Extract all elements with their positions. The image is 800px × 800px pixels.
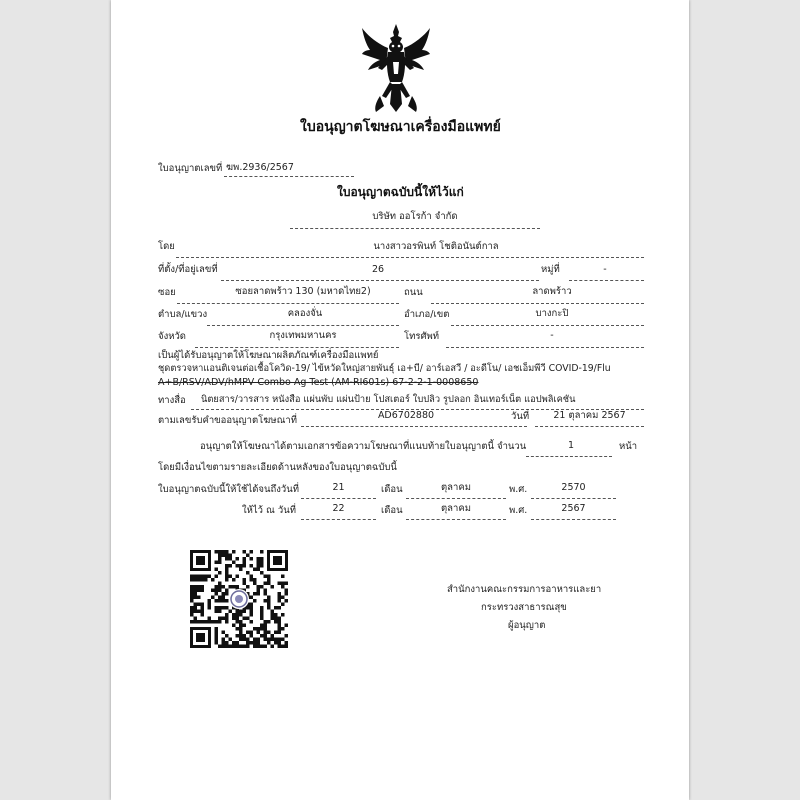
qr-code-icon[interactable] [190, 550, 288, 648]
rule-valid-month [406, 498, 506, 499]
rule-issued-month [406, 519, 506, 520]
rule-company [290, 228, 540, 229]
authority-line-1: สำนักงานคณะกรรมการอาหารและยา [447, 584, 602, 595]
rule-request-number [301, 426, 527, 427]
document-title: ใบอนุญาตโฆษณาเครื่องมือแพทย์ [300, 119, 501, 135]
permit-number-label: ใบอนุญาตเลขที่ [158, 163, 223, 174]
issued-month-label: เดือน [381, 505, 403, 516]
issued-year-label: พ.ศ. [509, 505, 528, 516]
province-label: จังหวัด [158, 331, 186, 342]
rule-by [176, 257, 644, 258]
issued-label: ให้ไว้ ณ วันที่ [242, 505, 296, 516]
issued-day: 22 [332, 503, 345, 514]
rule-issued-year [531, 519, 616, 520]
district-value: บางกะปิ [535, 308, 569, 319]
rule-province [195, 347, 399, 348]
request-date: 21 ตุลาคม 2567 [553, 410, 626, 421]
soi-value: ซอยลาดพร้าว 130 (มหาดไทย2) [235, 286, 371, 297]
moo-value: - [603, 264, 607, 275]
subdistrict-label: ตำบล/แขวง [158, 309, 208, 320]
by-name: นางสาวอรพินท์ โชติอนันต์กาล [373, 241, 499, 252]
permit-number: ฆพ.2936/2567 [226, 162, 294, 173]
subdistrict-value: คลองจั่น [287, 308, 323, 319]
phone-label: โทรศัพท์ [404, 331, 440, 342]
rule-district [451, 325, 644, 326]
product-line-1: ชุดตรวจหาแอนติเจนต่อเชื้อโควิด-19/ ไข้หวัดใหญ่สายพันธุ์ เอ+บี/ อาร์เอสวี / อะดีโน/ เอชเอ็มพีวี COVID-19/Flu [158, 363, 611, 374]
rule-phone [446, 347, 644, 348]
address-label: ที่ตั้ง/ที่อยู่เลขที่ [158, 264, 218, 275]
authority-line-2: กระทรวงสาธารณสุข [481, 602, 567, 613]
valid-year-label: พ.ศ. [509, 484, 528, 495]
valid-month-label: เดือน [381, 484, 403, 495]
rule-attach-count [526, 456, 612, 457]
product-line-2: A+B/RSV/ADV/hMPV Combo Ag Test (AM-RI601s) 67-2-2-1-0008650 [158, 377, 479, 388]
rule-soi [177, 303, 399, 304]
rule-address [221, 280, 539, 281]
rule-request-date [535, 426, 644, 427]
document-page [111, 0, 689, 800]
road-label: ถนน [404, 287, 423, 298]
phone-value: - [550, 330, 554, 341]
issued-year: 2567 [561, 503, 586, 514]
by-label: โดย [158, 241, 175, 252]
media-label: ทางสื่อ [158, 395, 186, 406]
rule-road [431, 303, 644, 304]
request-number-label: ตามเลขรับคำขออนุญาตโฆษณาที่ [158, 415, 297, 426]
province-value: กรุงเทพมหานคร [269, 330, 337, 341]
valid-day: 21 [332, 482, 345, 493]
valid-year: 2570 [561, 482, 586, 493]
rule-subdistrict [207, 325, 399, 326]
rule-permit-number [224, 176, 354, 177]
licensee-line: เป็นผู้ได้รับอนุญาตให้โฆษณาผลิตภัณฑ์เครื่องมือแพทย์ [158, 350, 379, 361]
attach-text: อนุญาตให้โฆษณาได้ตามเอกสารข้อความโฆษณาที่แนบท้ายใบอนุญาตนี้ จำนวน [200, 441, 527, 452]
garuda-emblem-icon [360, 22, 432, 114]
attach-unit: หน้า [619, 441, 638, 452]
soi-label: ซอย [158, 287, 176, 298]
rule-valid-day [301, 498, 376, 499]
media-value: นิตยสาร/วารสาร หนังสือ แผ่นพับ แผ่นป้าย โปสเตอร์ ใบปลิว รูปลอก อินเทอร์เน็ต แอปพลิเคชัน [201, 394, 576, 405]
request-date-label: วันที่ [511, 411, 530, 422]
company-name: บริษัท ออโรก้า จำกัด [372, 211, 458, 222]
address-number: 26 [371, 264, 385, 275]
road-value: ลาดพร้าว [532, 286, 572, 297]
rule-issued-day [301, 519, 376, 520]
request-number: AD6702880 [377, 410, 435, 421]
valid-month: ตุลาคม [441, 482, 471, 493]
condition-text: โดยมีเงื่อนไขตามรายละเอียดด้านหลังของใบอนุญาตฉบับนี้ [158, 462, 397, 473]
valid-until-label: ใบอนุญาตฉบับนี้ให้ใช้ได้จนถึงวันที่ [158, 484, 299, 495]
attach-count: 1 [567, 440, 575, 451]
authority-line-3: ผู้อนุญาต [508, 620, 546, 631]
granted-heading: ใบอนุญาตฉบับนี้ให้ไว้แก่ [337, 185, 464, 199]
moo-label: หมู่ที่ [541, 264, 560, 275]
rule-moo [569, 280, 644, 281]
rule-valid-year [531, 498, 616, 499]
issued-month: ตุลาคม [441, 503, 471, 514]
district-label: อำเภอ/เขต [404, 309, 450, 320]
